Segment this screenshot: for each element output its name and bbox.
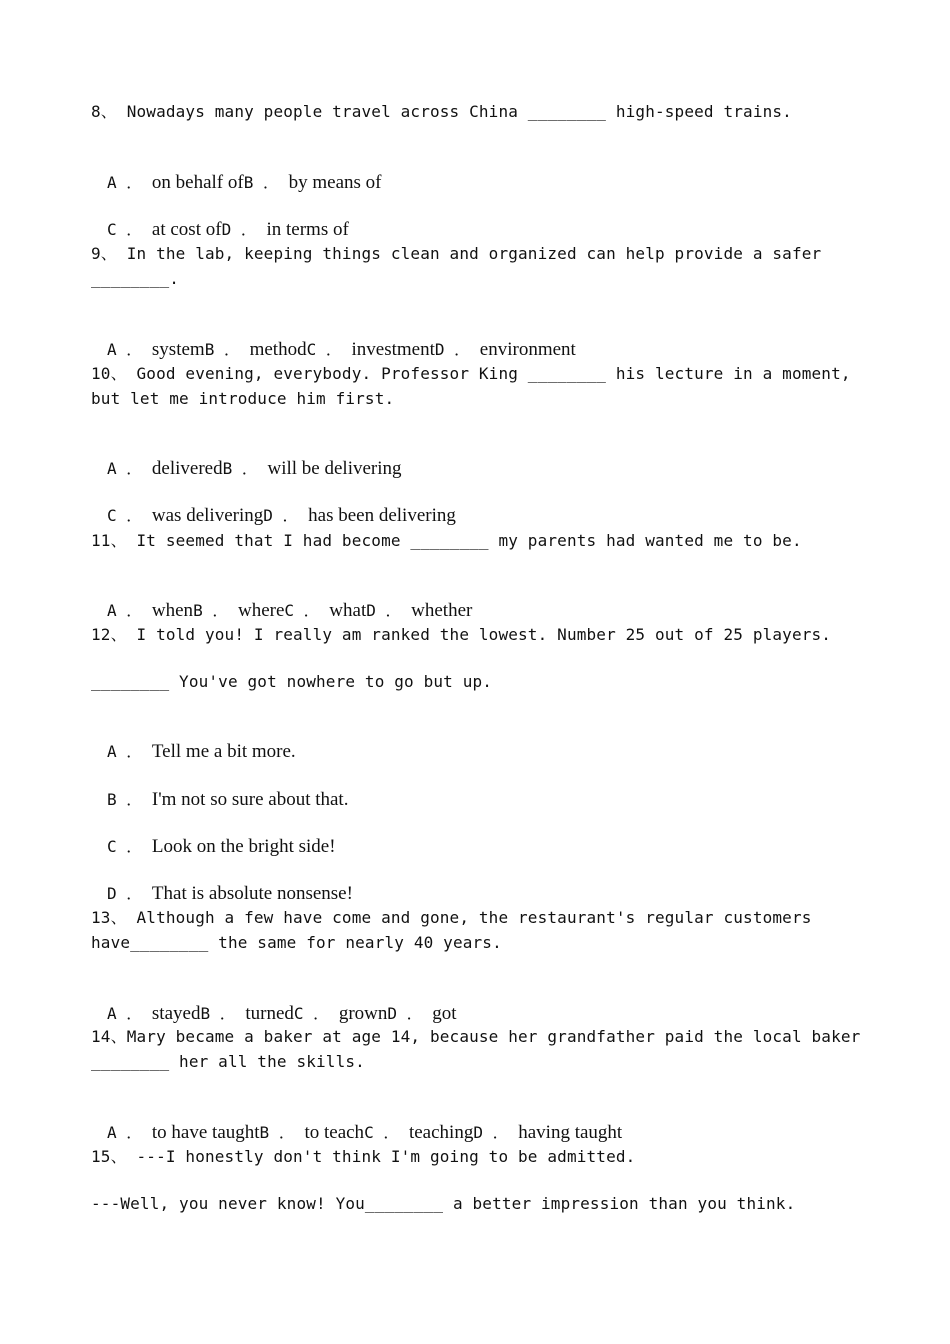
option-b-text: method (249, 339, 307, 360)
option-b-label: B ． (243, 173, 289, 192)
question-12-stem-response: ________ You've got nowhere to go but up. (91, 672, 493, 691)
question-10-stem-line-1: 10、 Good evening, everybody. Professor King ________ his lecture in a moment, (91, 364, 851, 383)
option-b-text: to teach (304, 1122, 365, 1143)
question-9-stem-line-1: 9、 In the lab, keeping things clean and organized can help provide a safer (91, 244, 822, 263)
option-b-label: B ． (222, 459, 268, 478)
option-a-text: to have taught (151, 1122, 260, 1143)
question-8-options-line-1 (91, 147, 382, 193)
option-b-label: B ． (200, 1004, 246, 1023)
question-10-stem-line-2: but let me introduce him first. (91, 389, 395, 408)
option-a-label: A ． (107, 340, 152, 359)
option-a-label: A ． (107, 1123, 152, 1142)
question-10-options-line-1 (91, 433, 402, 479)
option-a-label: A ． (107, 601, 152, 620)
option-d-label: D ． (434, 340, 480, 359)
question-12-option-c (91, 811, 336, 857)
option-c-text: at cost of (151, 219, 222, 240)
question-12-stem: 12、 I told you! I really am ranked the lowest. Number 25 out of 25 players. (91, 625, 832, 644)
question-14-options-line-1 (91, 1097, 623, 1143)
question-15-stem: 15、 ---I honestly don't think I'm going to be admitted. (91, 1147, 636, 1166)
option-a-label: A ． (107, 459, 152, 478)
option-a-label: A ． (107, 742, 152, 761)
option-c-label: C ． (306, 340, 352, 359)
question-11-options-line-1 (91, 575, 473, 621)
option-a-text: system (151, 339, 205, 360)
option-d-text: in terms of (266, 219, 349, 240)
question-15-stem-response: ---Well, you never know! You________ a better impression than you think. (91, 1194, 796, 1213)
option-d-label: D ． (107, 884, 152, 903)
option-c-label: C ． (107, 506, 152, 525)
question-13-options-line-1 (91, 978, 457, 1024)
option-d-text: whether (411, 600, 473, 621)
option-c-label: C ． (107, 220, 152, 239)
option-c-label: C ． (284, 601, 330, 620)
option-c-text: was delivering (151, 505, 264, 526)
option-a-label: A ． (107, 1004, 152, 1023)
question-14-stem-line-2: ________ her all the skills. (91, 1052, 365, 1071)
option-c-text: Look on the bright side! (151, 836, 336, 857)
question-11-stem: 11、 It seemed that I had become ________ my parents had wanted me to be. (91, 531, 802, 550)
option-a-label: A ． (107, 173, 152, 192)
option-b-label: B ． (259, 1123, 305, 1142)
question-12-option-d (91, 858, 353, 904)
option-b-text: will be delivering (267, 458, 402, 479)
question-8-stem: 8、 Nowadays many people travel across China ________ high-speed trains. (91, 102, 792, 121)
question-12-option-b (91, 764, 349, 810)
option-a-text: when (151, 600, 194, 621)
question-10-options-line-2 (91, 480, 456, 526)
option-b-label: B ． (193, 601, 238, 620)
option-d-label: D ． (473, 1123, 519, 1142)
option-c-label: C ． (107, 837, 152, 856)
option-b-text: by means of (288, 172, 382, 193)
question-8-options-line-2 (91, 194, 349, 240)
option-b-text: where (237, 600, 285, 621)
option-c-text: grown (338, 1003, 388, 1024)
option-c-label: C ． (293, 1004, 339, 1023)
question-13-stem-line-1: 13、 Although a few have come and gone, the restaurant's regular customers (91, 908, 812, 927)
option-d-text: has been delivering (308, 505, 456, 526)
option-b-label: B ． (204, 340, 250, 359)
option-c-label: C ． (364, 1123, 409, 1142)
option-c-text: teaching (408, 1122, 474, 1143)
option-d-text: got (432, 1003, 457, 1024)
option-c-text: what (329, 600, 367, 621)
option-b-label: B ． (107, 790, 152, 809)
option-a-text: on behalf of (151, 172, 244, 193)
option-c-text: investment (351, 339, 435, 360)
question-14-stem-line-1: 14、Mary became a baker at age 14, because her grandfather paid the local baker (91, 1027, 861, 1046)
option-d-label: D ． (366, 601, 412, 620)
option-b-text: I'm not so sure about that. (151, 789, 349, 810)
option-a-text: Tell me a bit more. (151, 741, 296, 762)
option-d-label: D ． (221, 220, 267, 239)
option-d-text: having taught (518, 1122, 623, 1143)
option-a-text: delivered (151, 458, 223, 479)
option-b-text: turned (245, 1003, 294, 1024)
option-a-text: stayed (151, 1003, 201, 1024)
question-13-stem-line-2: have________ the same for nearly 40 years. (91, 933, 502, 952)
question-9-stem-line-2: ________. (91, 269, 180, 288)
option-d-label: D ． (263, 506, 309, 525)
option-d-label: D ． (387, 1004, 433, 1023)
option-d-text: environment (479, 339, 576, 360)
question-12-option-a (91, 716, 296, 762)
question-9-options-line-1 (91, 314, 576, 360)
option-d-text: That is absolute nonsense! (151, 883, 353, 904)
